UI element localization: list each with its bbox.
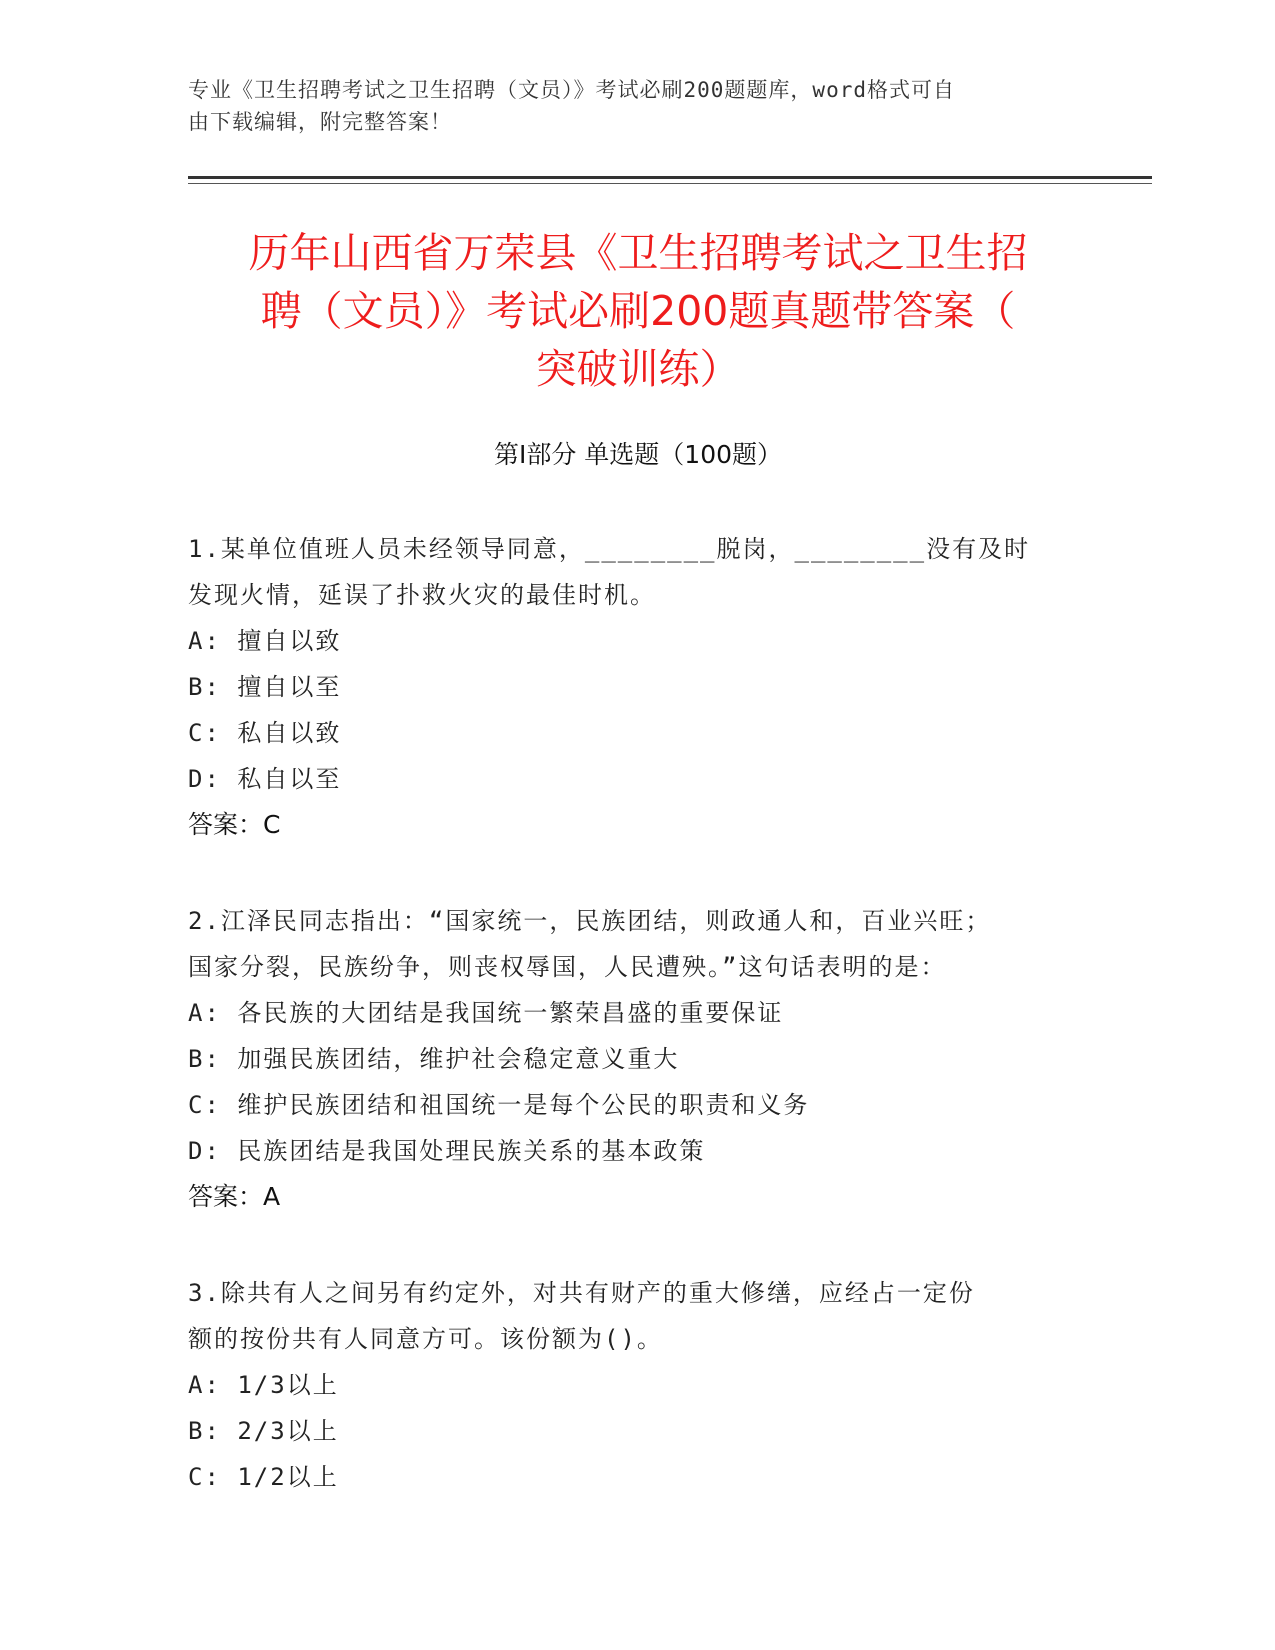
question-stem-line-2: 国家分裂，民族纷争，则丧权辱国，人民遭殃。”这句话表明的是： <box>188 953 947 981</box>
option-c: C: 1/2以上 <box>188 1463 339 1491</box>
option-b: B: 2/3以上 <box>188 1417 339 1445</box>
option-c: C: 维护民族团结和祖国统一是每个公民的职责和义务 <box>188 1091 810 1119</box>
document-title-line-2: 聘（文员）》考试必刷200题真题带答案（ <box>260 287 1016 335</box>
question-stem-line-1: 1.某单位值班人员未经领导同意，________脱岗，________没有及时 <box>188 535 1031 563</box>
header-divider-thick <box>188 176 1152 179</box>
option-b: B: 加强民族团结，维护社会稳定意义重大 <box>188 1045 680 1073</box>
option-a: A: 擅自以致 <box>188 627 342 655</box>
option-a: A: 各民族的大团结是我国统一繁荣昌盛的重要保证 <box>188 999 784 1027</box>
document-title-line-1: 历年山西省万荣县《卫生招聘考试之卫生招 <box>248 229 1028 277</box>
option-d: D: 私自以至 <box>188 765 342 793</box>
question-stem-line-2: 发现火情，延误了扑救火灾的最佳时机。 <box>188 581 656 609</box>
question-3 <box>188 1270 1088 1500</box>
header-divider-thin <box>188 183 1152 184</box>
question-stem-line-1: 3.除共有人之间另有约定外，对共有财产的重大修缮，应经占一定份 <box>188 1279 975 1307</box>
section-title: 第I部分 单选题（100题） <box>493 440 783 469</box>
option-d: D: 民族团结是我国处理民族关系的基本政策 <box>188 1137 706 1165</box>
header-note <box>188 74 1068 138</box>
option-c: C: 私自以致 <box>188 719 342 747</box>
question-stem-line-1: 2.江泽民同志指出：“国家统一，民族团结，则政通人和，百业兴旺； <box>188 907 992 935</box>
question-list <box>188 526 1088 1550</box>
question-2 <box>188 898 1088 1220</box>
answer-label: 答案：A <box>188 1182 281 1211</box>
question-1 <box>188 526 1088 848</box>
header-note-line-2: 由下载编辑，附完整答案！ <box>188 110 452 134</box>
document-title <box>188 224 1088 398</box>
header-note-line-1: 专业《卫生招聘考试之卫生招聘（文员）》考试必刷200题题库，word格式可自 <box>188 78 955 102</box>
option-b: B: 擅自以至 <box>188 673 342 701</box>
option-a: A: 1/3以上 <box>188 1371 339 1399</box>
answer-label: 答案：C <box>188 810 281 839</box>
document-title-line-3: 突破训练） <box>535 345 741 393</box>
question-stem-line-2: 额的按份共有人同意方可。该份额为()。 <box>188 1325 663 1353</box>
